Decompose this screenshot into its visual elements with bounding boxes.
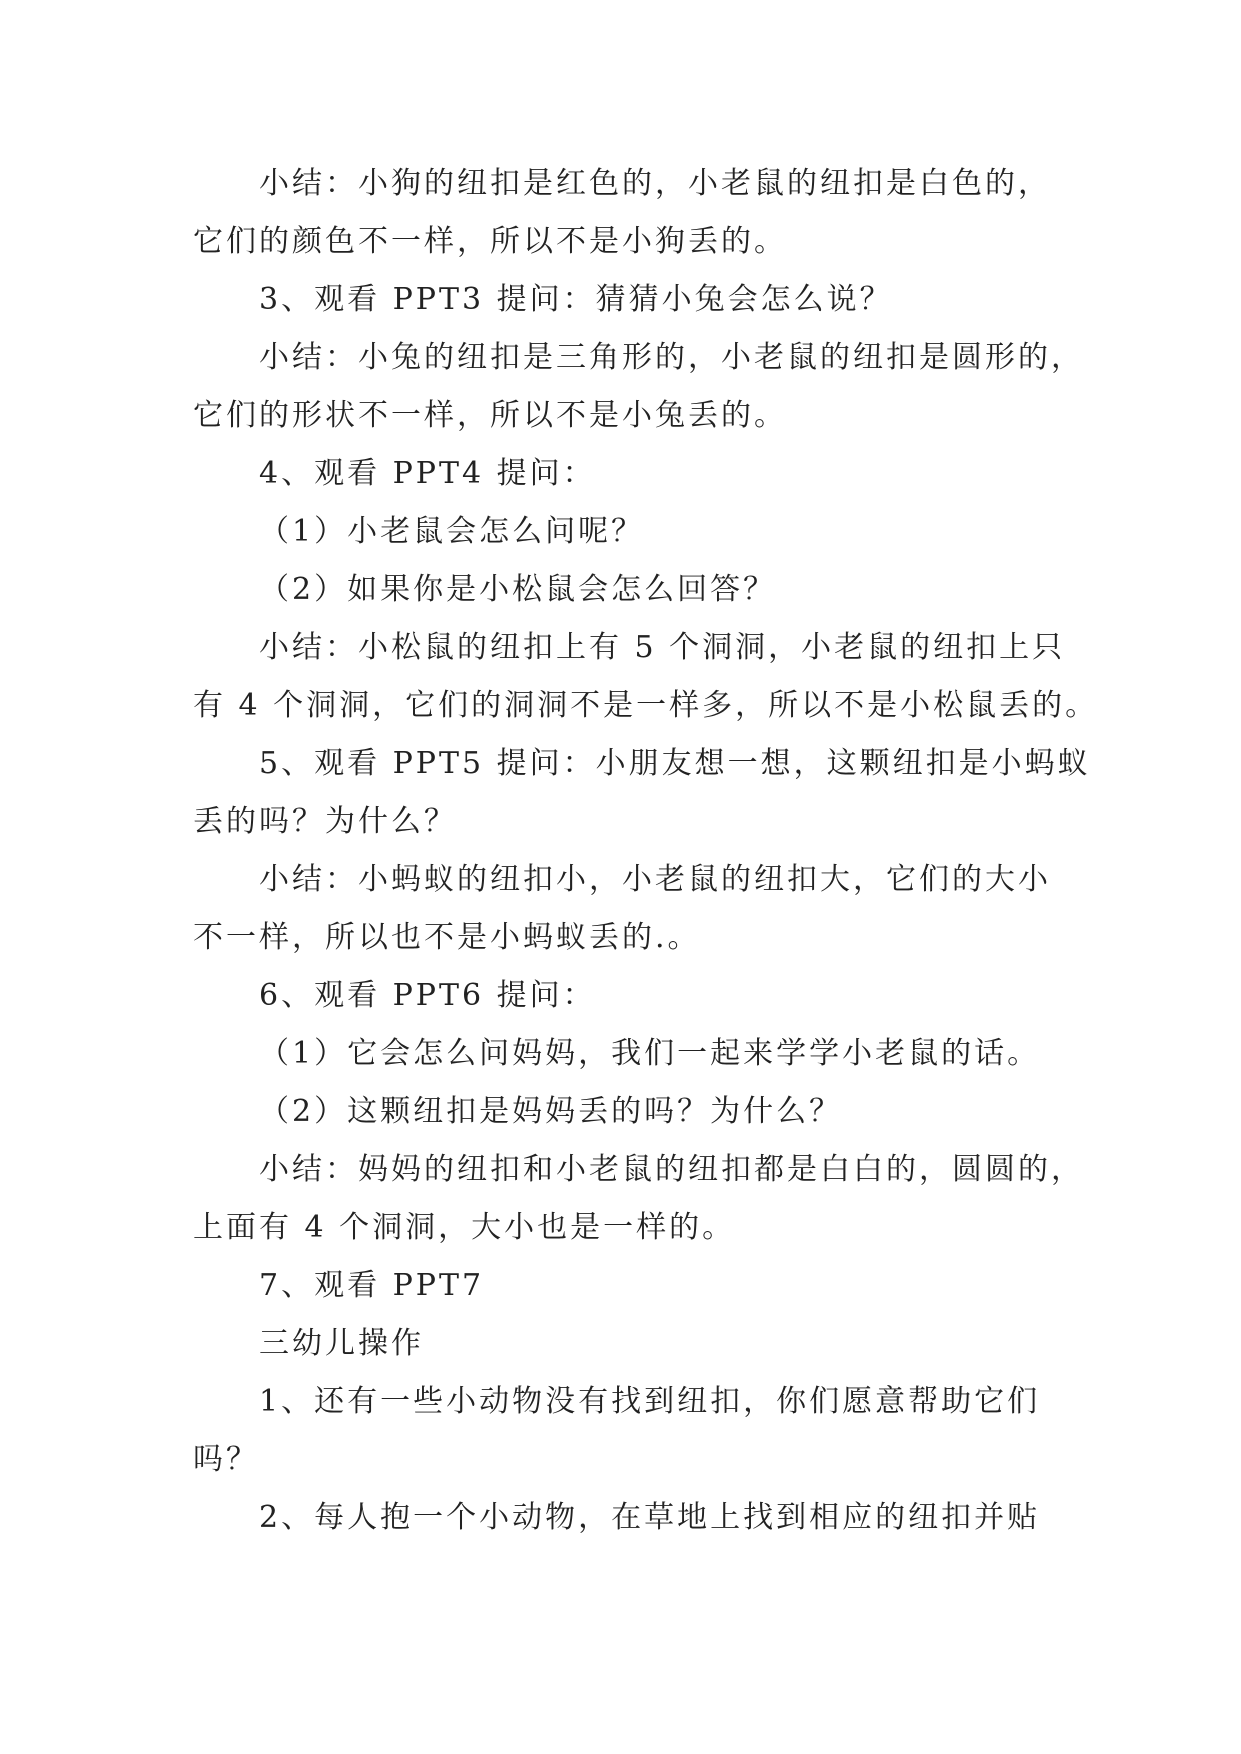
text-line: 小结：小狗的纽扣是红色的，小老鼠的纽扣是白色的， [259, 166, 1051, 201]
text-line: 丢的吗？为什么？ [193, 804, 457, 839]
text-line: 它们的形状不一样，所以不是小兔丢的。 [193, 398, 787, 433]
text-line: 4、观看 PPT4 提问： [259, 456, 596, 491]
text-line: （2）如果你是小松鼠会怎么回答？ [259, 572, 777, 607]
text-line: （2）这颗纽扣是妈妈丢的吗？为什么？ [259, 1094, 843, 1129]
text-line: 7、观看 PPT7 [259, 1268, 485, 1303]
text-line: 小结：小松鼠的纽扣上有 5 个洞洞，小老鼠的纽扣上只 [259, 630, 1066, 665]
text-line: 三幼儿操作 [259, 1326, 424, 1361]
text-line: 小结：妈妈的纽扣和小老鼠的纽扣都是白白的，圆圆的， [259, 1152, 1084, 1187]
text-line: 上面有 4 个洞洞，大小也是一样的。 [193, 1210, 736, 1245]
text-line: 2、每人抱一个小动物，在草地上找到相应的纽扣并贴 [259, 1500, 1041, 1535]
text-line: 不一样，所以也不是小蚂蚁丢的.。 [193, 920, 701, 955]
text-line: 小结：小蚂蚁的纽扣小，小老鼠的纽扣大，它们的大小 [259, 862, 1051, 897]
text-line: （1）它会怎么问妈妈，我们一起来学学小老鼠的话。 [259, 1036, 1041, 1071]
text-line: （1）小老鼠会怎么问呢？ [259, 514, 645, 549]
text-line: 有 4 个洞洞，它们的洞洞不是一样多，所以不是小松鼠丢的。 [193, 688, 1099, 723]
text-line: 6、观看 PPT6 提问： [259, 978, 596, 1013]
text-line: 吗？ [193, 1442, 259, 1477]
document-body [193, 155, 1099, 1547]
text-line: 小结：小兔的纽扣是三角形的，小老鼠的纽扣是圆形的， [259, 340, 1084, 375]
text-line: 5、观看 PPT5 提问：小朋友想一想，这颗纽扣是小蚂蚁 [259, 746, 1091, 781]
text-line: 它们的颜色不一样，所以不是小狗丢的。 [193, 224, 787, 259]
text-line: 3、观看 PPT3 提问：猜猜小兔会怎么说？ [259, 282, 893, 317]
text-line: 1、还有一些小动物没有找到纽扣，你们愿意帮助它们 [259, 1384, 1041, 1419]
